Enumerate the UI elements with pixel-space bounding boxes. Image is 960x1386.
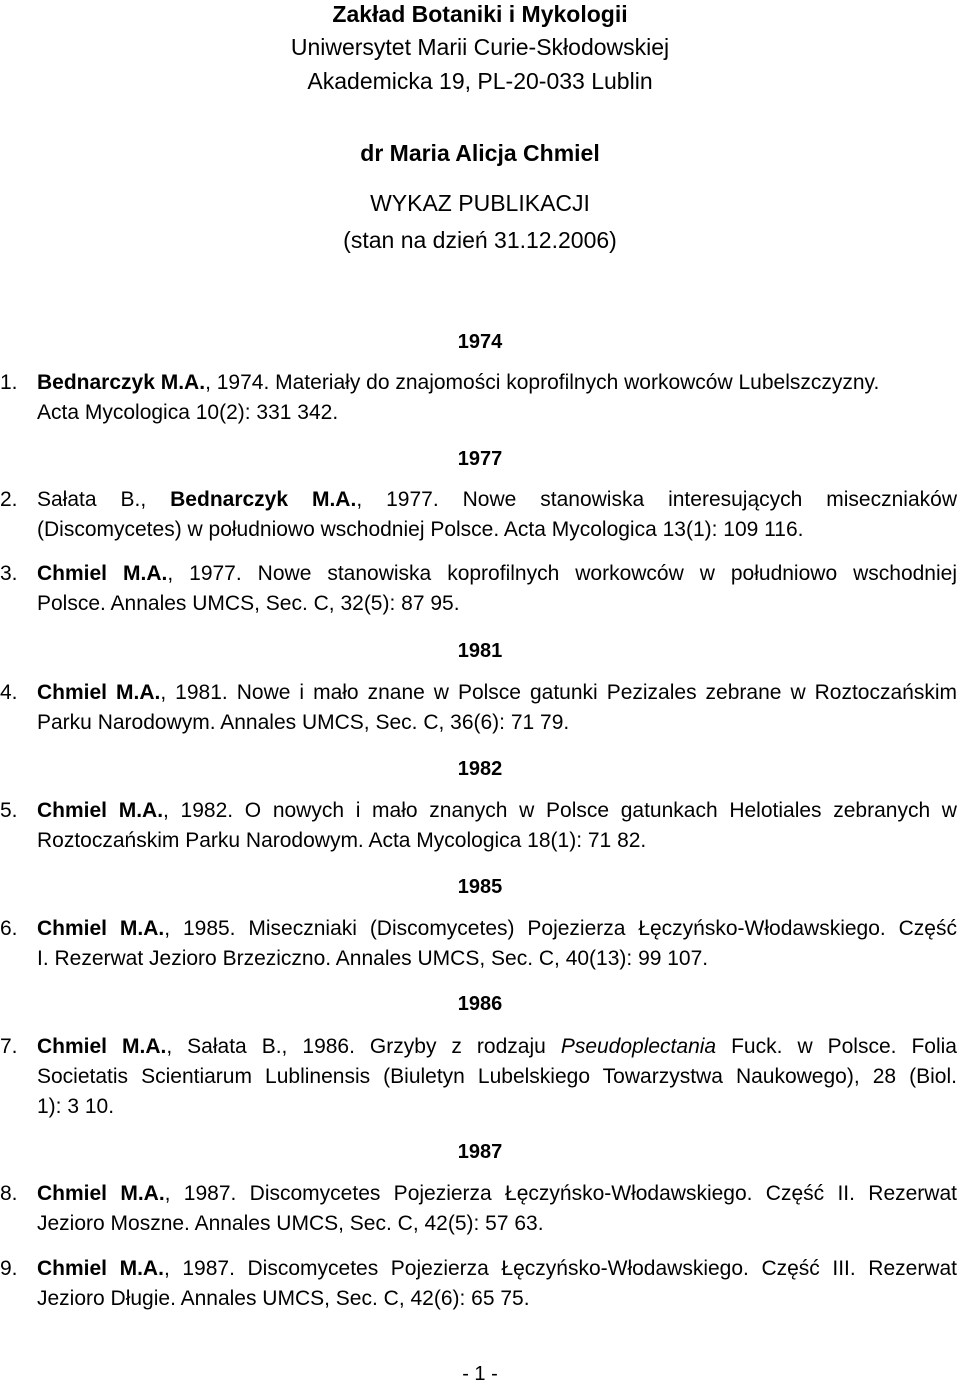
entry-authors: Bednarczyk M.A.	[37, 371, 206, 394]
entry-genus-name: Pseudoplectania	[560, 1035, 717, 1058]
entry-year: , 1977.	[167, 562, 242, 585]
date-line: (stan na dzień 31.12.2006)	[343, 227, 617, 253]
entry-year: , 1974.	[205, 371, 270, 394]
entry-year: , 1977.	[356, 488, 439, 511]
year-heading-1985: 1985	[457, 876, 503, 898]
institution-name: Zakład Botaniki i Mykologii	[332, 1, 628, 27]
entry-authors: Chmiel M.A.	[37, 799, 164, 822]
entry-title: Nowe i mało znane w Polsce gatunki Pezizales zebrane w Roztoczańskim	[227, 681, 957, 704]
entry-number: 4.	[0, 681, 18, 704]
entry-citation: Jezioro Moszne. Annales UMCS, Sec. C, 42(5): 57 63.	[37, 1212, 544, 1235]
entry-authors: Chmiel M.A.	[37, 1182, 165, 1205]
year-heading-1982: 1982	[457, 758, 503, 780]
entry-title: Materiały do znajomości koprofilnych workowców Lubelszczyzny.	[269, 371, 880, 394]
year-heading-1986: 1986	[457, 993, 503, 1015]
entry-title-part: Fuck. w Polsce. Folia	[716, 1035, 957, 1058]
entry-journal: Societatis Scientiarum Lublinensis (Biuletyn Lubelskiego Towarzystwa Naukowego), 28 (Biol.	[37, 1065, 957, 1088]
entry-coauthor: Sałata B.,	[37, 488, 171, 511]
author-name: dr Maria Alicja Chmiel	[360, 140, 600, 166]
entry-number: 9.	[0, 1257, 18, 1280]
entry-citation: Polsce. Annales UMCS, Sec. C, 32(5): 87 95.	[37, 592, 460, 615]
entry-title: Discomycetes Pojezierza Łęczyńsko-Włodawskiego. Część II. Rezerwat	[236, 1182, 957, 1205]
entry-year: , 1987.	[164, 1182, 237, 1205]
entry-title: Miseczniaki (Discomycetes) Pojezierza Łęczyńsko-Włodawskiego. Część	[235, 917, 957, 940]
entry-citation: Jezioro Długie. Annales UMCS, Sec. C, 42(6): 65 75.	[37, 1287, 530, 1310]
entry-year: , 1985.	[164, 917, 236, 940]
entry-citation: 1): 3 10.	[37, 1095, 115, 1118]
entry-year: , 1987.	[163, 1257, 235, 1280]
year-heading-1987: 1987	[457, 1141, 503, 1163]
year-heading-1977: 1977	[457, 448, 503, 470]
entry-citation: Roztoczańskim Parku Narodowym. Acta Mycologica 18(1): 71 82.	[37, 829, 647, 852]
entry-authors: Chmiel M.A.	[37, 562, 168, 585]
entry-title: Nowe stanowiska interesujących miseczniaków	[438, 488, 957, 511]
entry-number: 6.	[0, 917, 18, 940]
entry-authors: Chmiel M.A.	[37, 681, 161, 704]
entry-year: , 1981.	[160, 681, 228, 704]
entry-title: O nowych i mało znanych w Polsce gatunkach Helotiales zebranych w	[233, 799, 957, 822]
year-heading-1981: 1981	[457, 640, 503, 662]
year-heading-1974: 1974	[457, 331, 503, 353]
list-title: WYKAZ PUBLIKACJI	[370, 190, 590, 216]
entry-citation: I. Rezerwat Jezioro Brzeziczno. Annales UMCS, Sec. C, 40(13): 99 107.	[37, 947, 709, 970]
entry-title: Nowe stanowiska koprofilnych workowców w południowo wschodniej	[241, 562, 957, 585]
entry-number: 8.	[0, 1182, 18, 1205]
entry-year: , 1982.	[163, 799, 234, 822]
entry-citation: Parku Narodowym. Annales UMCS, Sec. C, 36(6): 71 79.	[37, 711, 570, 734]
entry-citation: (Discomycetes) w południowo wschodniej Polsce. Acta Mycologica 13(1): 109 116.	[37, 518, 804, 541]
entry-title: Discomycetes Pojezierza Łęczyńsko-Włodawskiego. Część III. Rezerwat	[234, 1257, 957, 1280]
entry-authors: Chmiel M.A.	[37, 917, 165, 940]
page-number: - 1 -	[462, 1363, 498, 1385]
entry-number: 7.	[0, 1035, 18, 1058]
entry-title-part: Grzyby z rodzaju	[354, 1035, 561, 1058]
entry-authors: Chmiel M.A.	[37, 1257, 164, 1280]
address: Akademicka 19, PL-20-033 Lublin	[307, 68, 653, 94]
entry-number: 2.	[0, 488, 18, 511]
university-name: Uniwersytet Marii Curie-Skłodowskiej	[290, 34, 670, 60]
entry-authors: Bednarczyk M.A.	[170, 488, 357, 511]
entry-number: 1.	[0, 371, 18, 394]
entry-authors: Chmiel M.A.	[37, 1035, 167, 1058]
entry-number: 5.	[0, 799, 18, 822]
entry-citation: Acta Mycologica 10(2): 331 342.	[37, 401, 339, 424]
entry-year: , Sałata B., 1986.	[166, 1035, 355, 1058]
entry-number: 3.	[0, 562, 18, 585]
